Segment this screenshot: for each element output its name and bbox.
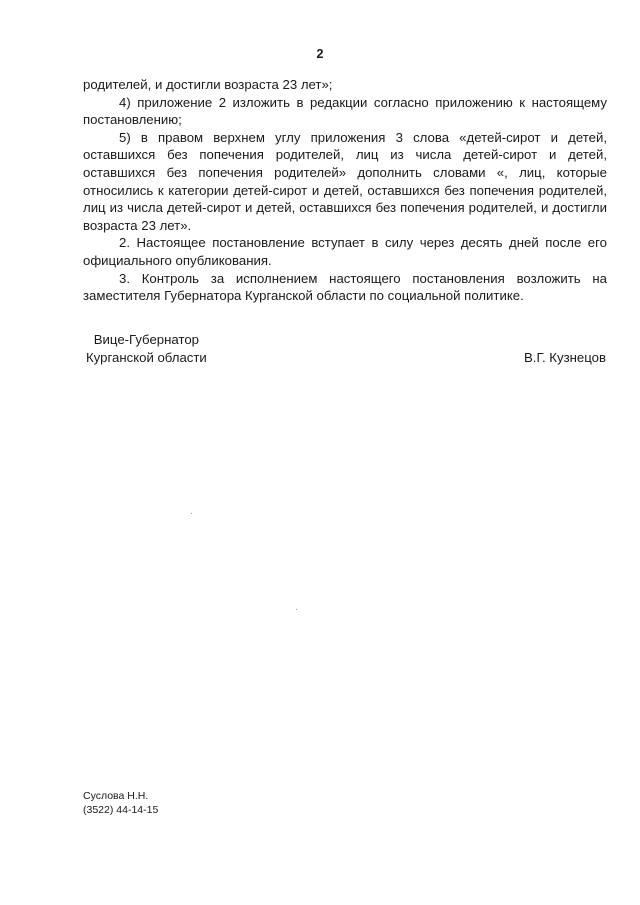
paragraph-item-5: 5) в правом верхнем углу приложения 3 слова «детей-сирот и детей, оставшихся без попечения родителей, лиц из числа детей-сирот и детей, оставшихся без попечения родителей» дополнить словами «, лиц, которые относились к категории детей-сирот и детей, оставшихся без попечения родителей, лиц из числа детей-сирот и детей, оставшихся без попечения родителей, и достигли возраста 23 лет».	[83, 129, 607, 233]
executor-info	[83, 790, 158, 817]
document-body	[83, 76, 607, 305]
page-number: 2	[316, 47, 324, 61]
scan-speck	[191, 513, 192, 514]
paragraph-clause-3: 3. Контроль за исполнением настоящего постановления возложить на заместителя Губернатора Курганской области по социальной политике.	[83, 270, 607, 304]
executor-name: Суслова Н.Н.	[83, 790, 149, 802]
paragraph-clause-2: 2. Настоящее постановление вступает в силу через десять дней после его официального опубликования.	[83, 235, 607, 268]
signatory-position-line2: Курганской области	[86, 349, 207, 365]
signatory-position	[86, 331, 207, 366]
signatory-name: В.Г. Кузнецов	[523, 350, 606, 365]
paragraph-continuation: родителей, и достигли возраста 23 лет»;	[83, 77, 333, 92]
signatory-position-line1: Вице-Губернатор	[93, 332, 200, 347]
executor-phone: (3522) 44-14-15	[83, 803, 159, 816]
scan-speck	[296, 609, 297, 610]
paragraph-item-4: 4) приложение 2 изложить в редакции согласно приложению к настоящему постановлению;	[83, 94, 607, 128]
